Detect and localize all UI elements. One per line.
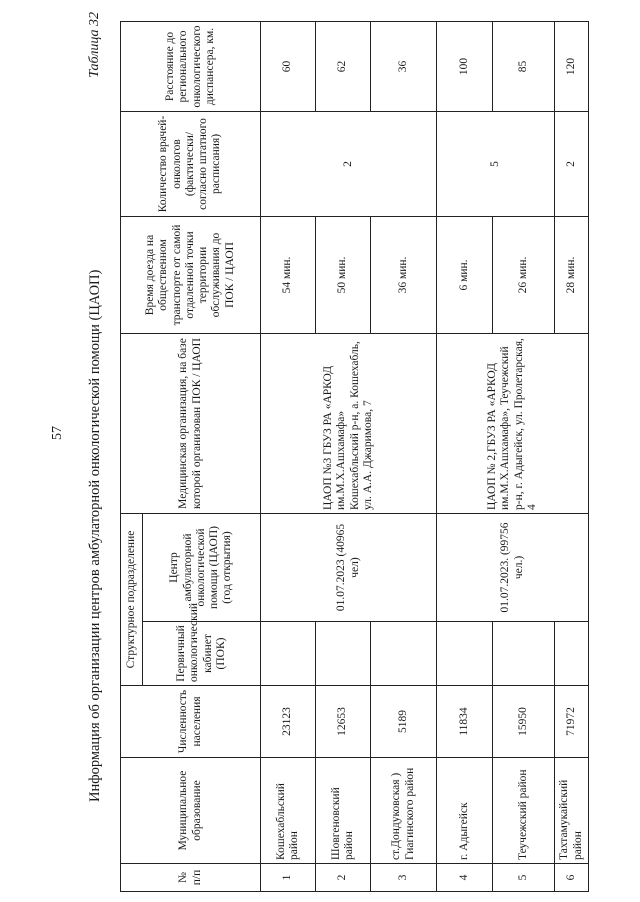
cell-municipality: ст.Дондуковская ) Гиагинского район (371, 758, 437, 864)
cell-municipality: г. Адыгейск (437, 758, 493, 864)
header-medical-organization: Медицинская организация, на базе которой организован ПОК / ЦАОП (121, 333, 261, 513)
cell-doctors-count: 2 (261, 111, 437, 216)
header-doctors-count: Количество врачей-онкологов (фактически/ согласно штатного расписания) (121, 111, 261, 216)
header-row (121, 21, 143, 891)
table-caption: Таблица 32 (87, 12, 102, 78)
cell-num: 3 (371, 864, 437, 892)
cell-distance: 100 (437, 21, 493, 111)
header-municipality: Муниципальное образование (121, 758, 261, 864)
header-distance: Расстояние до регионального онкологического диспансера, км. (121, 21, 261, 111)
cell-caop: 01.07.2023. (99756 чел.) (437, 513, 589, 621)
cell-distance: 85 (493, 21, 555, 111)
header-num: № п/п (121, 864, 261, 892)
cell-population: 5189 (371, 686, 437, 758)
cell-travel-time: 36 мин. (371, 216, 437, 333)
cell-municipality: Тахтамукайский район (555, 758, 589, 864)
cell-travel-time: 28 мин. (555, 216, 589, 333)
page-number: 57 (50, 426, 65, 440)
cell-pok (493, 622, 555, 686)
cell-population: 23123 (261, 686, 316, 758)
cell-num: 2 (316, 864, 371, 892)
header-travel-time: Время доезда на общественном транспорте от самой отдаленной точки территории обслуживания до ПОК / ЦАОП (121, 216, 261, 333)
cell-doctors-count: 2 (555, 111, 589, 216)
document-title: Информация об организации центров амбулаторной онкологической помощи (ЦАОП) (87, 269, 103, 802)
header-caop: Центр амбулаторной онкологической помощи (ЦАОП) (год открытия) (143, 513, 261, 621)
cell-municipality: Кошехабльский район (261, 758, 316, 864)
cell-medical-organization: ЦАОП № 2,ГБУЗ РА «АРКОД им.М.Х.Ашхамафа», Теучежский р-н, г. Адыгейск, ул. Пролетарская, 4 (437, 333, 589, 513)
cell-population: 71972 (555, 686, 589, 758)
cell-population: 11834 (437, 686, 493, 758)
header-pok: Первичный онкологический кабинет (ПОК) (143, 622, 261, 686)
cell-pok (555, 622, 589, 686)
header-population: Численность населения (121, 686, 261, 758)
cell-distance: 60 (261, 21, 316, 111)
caop-table (120, 21, 589, 892)
cell-travel-time: 50 мин. (316, 216, 371, 333)
cell-num: 5 (493, 864, 555, 892)
cell-pok (316, 622, 371, 686)
cell-travel-time: 26 мин. (493, 216, 555, 333)
table-row (437, 21, 493, 891)
cell-distance: 120 (555, 21, 589, 111)
cell-municipality: Теучежский район (493, 758, 555, 864)
cell-num: 6 (555, 864, 589, 892)
cell-pok (261, 622, 316, 686)
cell-pok (437, 622, 493, 686)
cell-medical-organization: ЦАОП №3 ГБУЗ РА «АРКОД им.М.Х.Ашхамафа» Кошехабльский р-н, а. Кошехабль, ул. А.А. Джаримова, 7 (261, 333, 437, 513)
cell-population: 15950 (493, 686, 555, 758)
title-row (87, 12, 113, 892)
cell-doctors-count: 5 (437, 111, 555, 216)
cell-pok (371, 622, 437, 686)
cell-population: 12653 (316, 686, 371, 758)
header-structural-unit: Структурное подразделение (121, 513, 143, 685)
rotated-page-content (87, 12, 610, 892)
cell-municipality: Шовгеновский район (316, 758, 371, 864)
cell-caop: 01.07.2023 (40965 чел) (261, 513, 437, 621)
cell-distance: 36 (371, 21, 437, 111)
cell-travel-time: 54 мин. (261, 216, 316, 333)
cell-distance: 62 (316, 21, 371, 111)
cell-num: 1 (261, 864, 316, 892)
cell-travel-time: 6 мин. (437, 216, 493, 333)
cell-num: 4 (437, 864, 493, 892)
table-row (261, 21, 316, 891)
